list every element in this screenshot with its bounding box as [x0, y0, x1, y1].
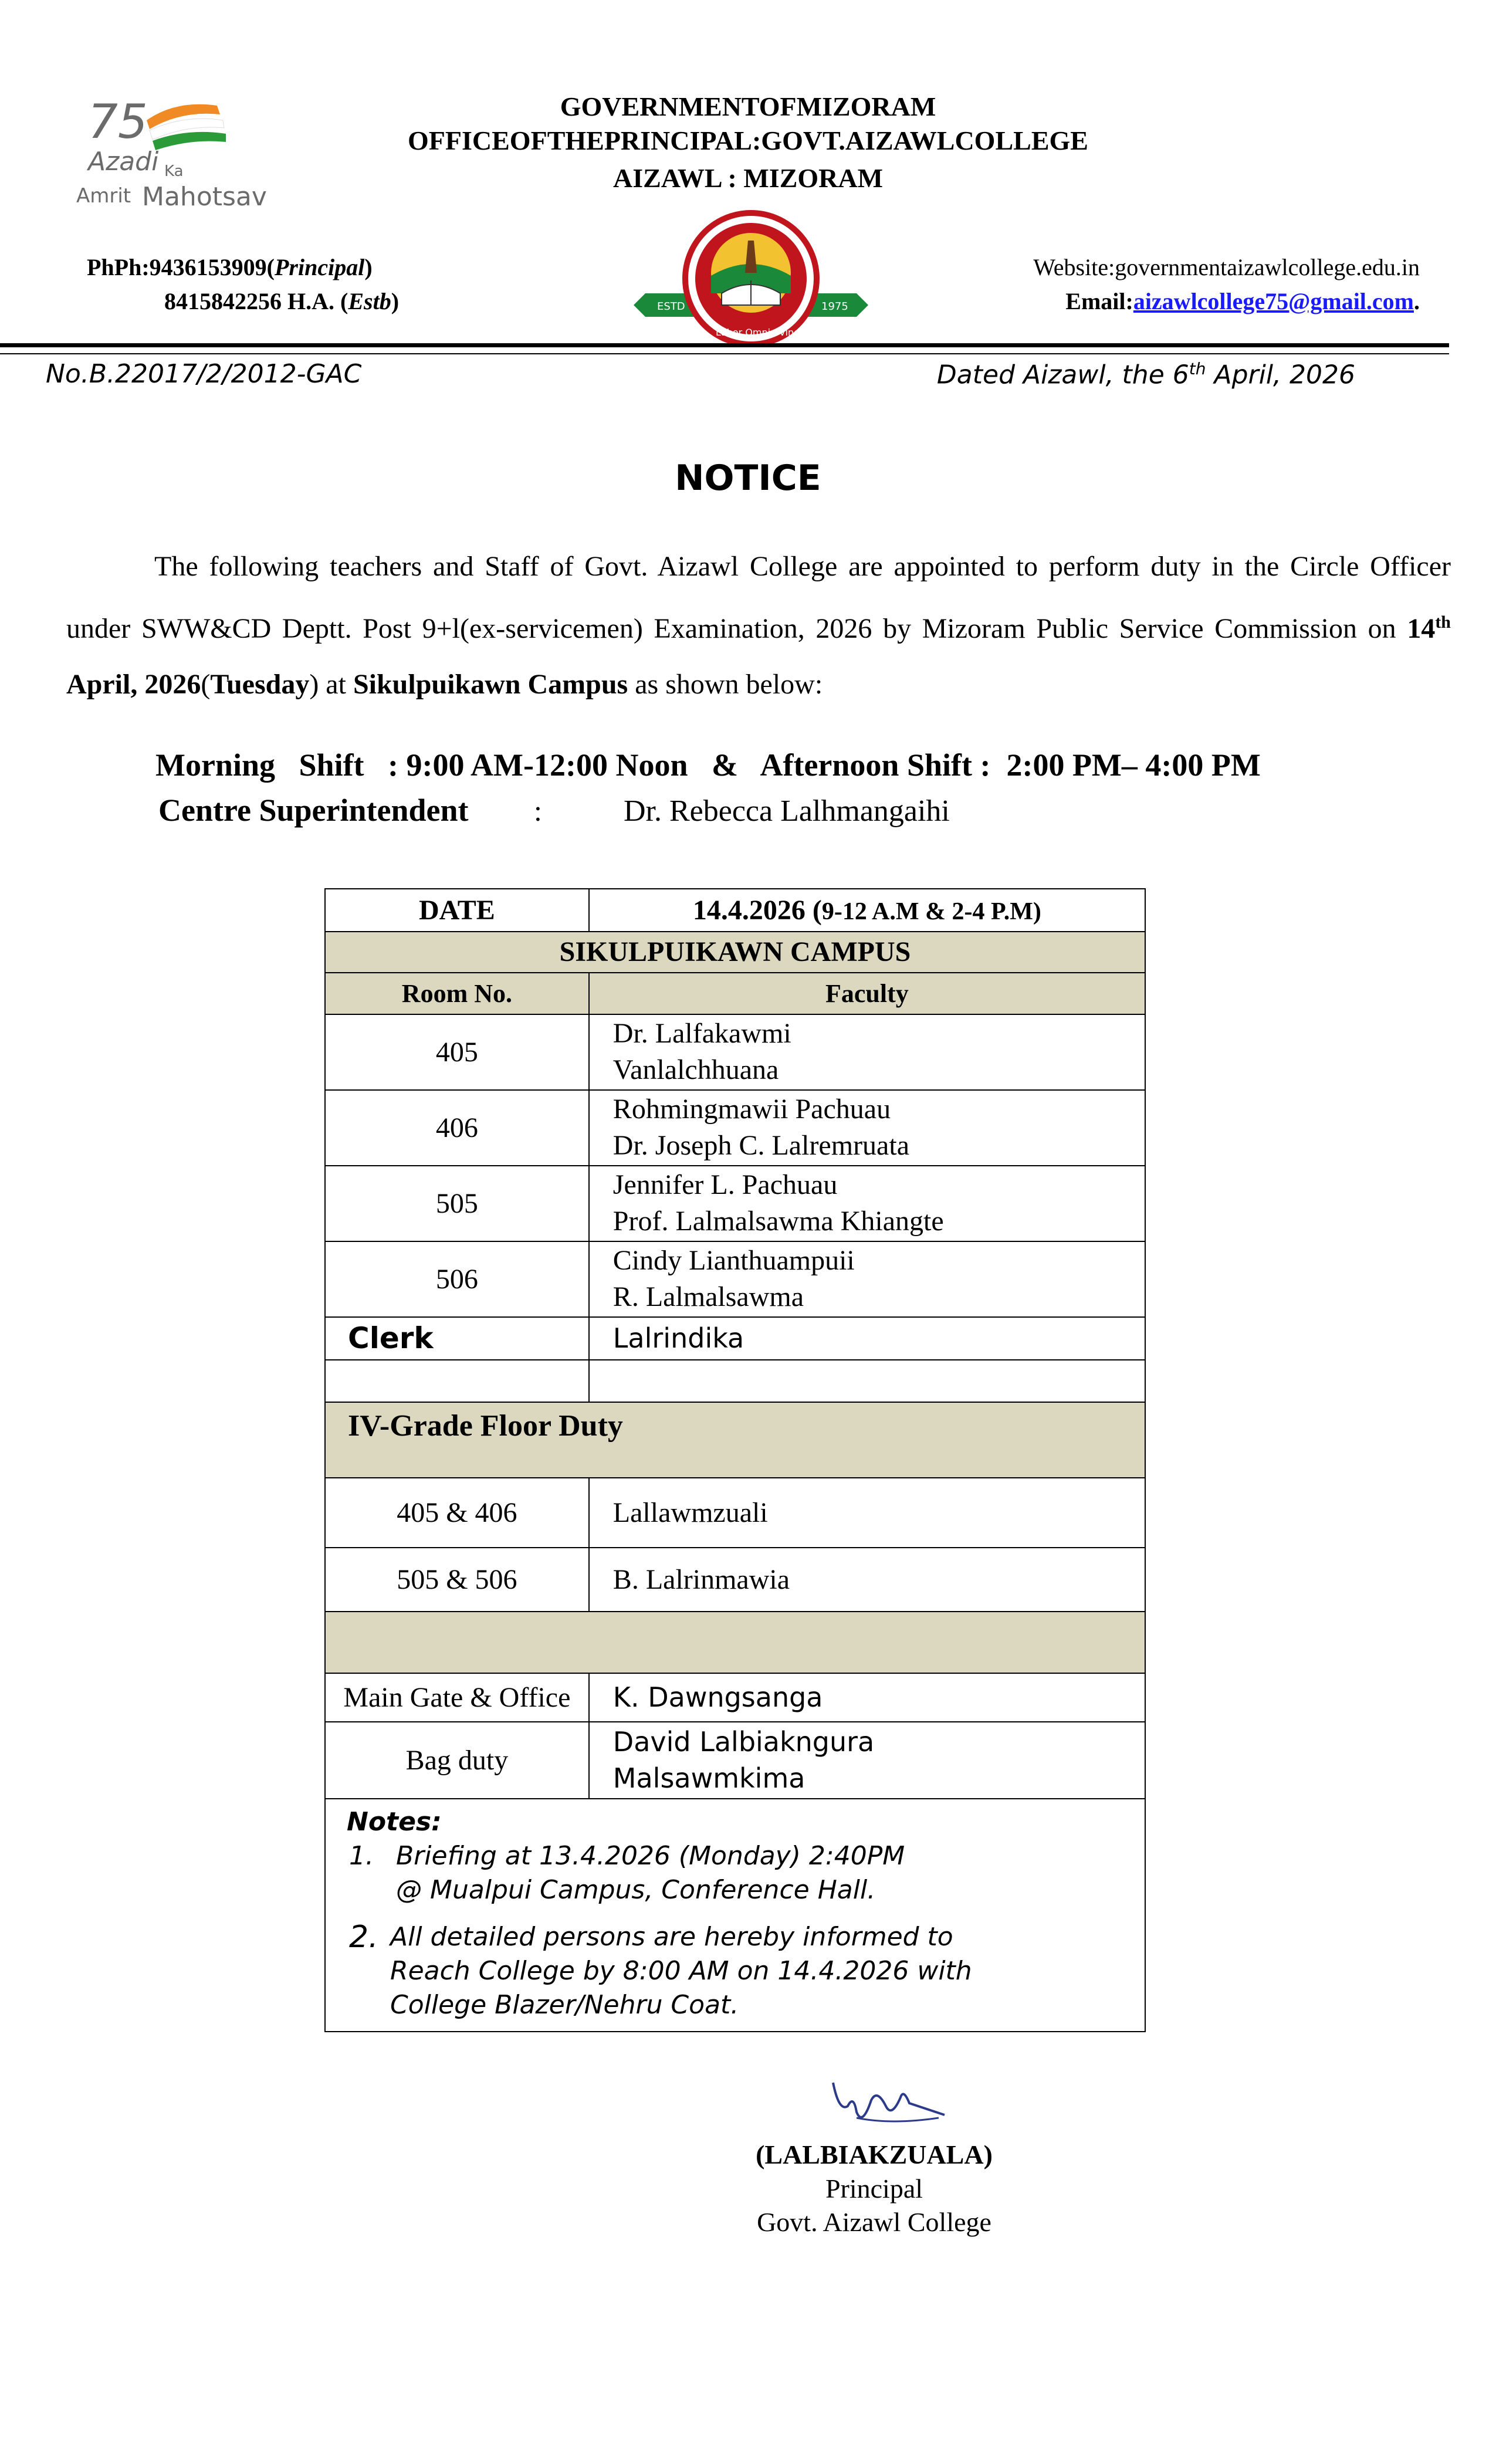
room-number: 405 — [325, 1014, 589, 1090]
date-label: DATE — [325, 889, 589, 932]
notice-title: NOTICE — [675, 458, 821, 499]
empty-cell — [325, 1360, 589, 1403]
room-number: 505 — [325, 1166, 589, 1241]
table-row — [325, 1166, 1145, 1241]
main-gate-label: Main Gate & Office — [325, 1673, 589, 1722]
centre-superintendent-name: Dr. Rebecca Lalhmangaihi — [624, 794, 950, 828]
header-rule-thin — [0, 353, 1449, 354]
date-value: 14.4.2026 (9-12 A.M & 2-4 P.M) — [589, 889, 1145, 932]
table-row — [325, 973, 1145, 1014]
table-row — [325, 1014, 1145, 1090]
room-faculty: Jennifer L. Pachuau Prof. Lalmalsawma Khiangte — [589, 1166, 1145, 1241]
table-row — [325, 1402, 1145, 1478]
table-row — [325, 1612, 1145, 1673]
floor-duty-rooms: 405 & 406 — [325, 1478, 589, 1548]
clerk-label: Clerk — [325, 1317, 589, 1360]
floor-duty-rooms: 505 & 506 — [325, 1548, 589, 1612]
clerk-name: Lalrindika — [589, 1317, 1145, 1360]
table-row — [325, 1548, 1145, 1612]
floor-duty-name: Lallawmzuali — [589, 1478, 1145, 1548]
room-faculty: Rohmingmawii Pachuau Dr. Joseph C. Lalremruata — [589, 1090, 1145, 1166]
duty-table — [324, 888, 1146, 2032]
floor-duty-name: B. Lalrinmawia — [589, 1548, 1145, 1612]
column-faculty: Faculty — [589, 973, 1145, 1014]
signatory-name: (LALBIAKZUALA) — [756, 2140, 993, 2169]
header-govt-line: GOVERNMENTOFMIZORAM — [560, 92, 936, 121]
room-number: 506 — [325, 1241, 589, 1317]
bag-duty-names: David Lalbiakngura Malsawmkima — [589, 1722, 1145, 1799]
bag-duty-label: Bag duty — [325, 1722, 589, 1799]
header-office-line: OFFICEOFTHEPRINCIPAL:GOVT.AIZAWLCOLLEGE — [408, 126, 1088, 155]
notes-cell — [325, 1799, 1145, 2032]
website-text: Website:governmentaizawlcollege.edu.in — [1033, 254, 1420, 280]
room-faculty: Dr. Lalfakawmi Vanlalchhuana — [589, 1014, 1145, 1090]
college-emblem — [634, 205, 868, 355]
table-row — [325, 1360, 1145, 1403]
logo-mahotsav: Mahotsav — [142, 182, 267, 212]
table-row — [325, 1317, 1145, 1360]
centre-superintendent-label: Centre Superintendent — [158, 793, 469, 828]
notes-title: Notes: — [347, 1806, 442, 1837]
header-address-line: AIZAWL : MIZORAM — [612, 163, 884, 193]
room-number: 406 — [325, 1090, 589, 1166]
logo-amrit: Amrit — [76, 184, 131, 208]
signatory-title: Principal — [825, 2174, 923, 2204]
notice-paragraph: The following teachers and Staff of Govt. Aizawl College are appointed to perform duty in the Circle Officer under SWW&CD Deptt. Post 9+l(ex-servicemen) Examination, 2026 by Mizoram Public Service Commission on 14th April, 2026(Tuesday) at Sikulpuikawn Campus as shown below: — [66, 551, 1451, 700]
table-row — [325, 1090, 1145, 1166]
table-row — [325, 1673, 1145, 1722]
phone-principal: PhPh:9436153909(Principal) — [87, 254, 373, 280]
column-room-no: Room No. — [325, 973, 589, 1014]
empty-cell — [589, 1360, 1145, 1403]
table-row — [325, 932, 1145, 973]
email-line: Email:aizawlcollege75@gmail.com. — [1065, 288, 1420, 314]
empty-shaded-cell — [325, 1612, 1145, 1673]
note-item: 1. Briefing at 13.4.2026 (Monday) 2:40PM @ Mualpui Campus, Conference Hall. — [349, 1840, 905, 1905]
emblem-year: 1975 — [821, 300, 848, 313]
table-row — [325, 1722, 1145, 1799]
logo-azadi: Azadi — [88, 147, 159, 177]
main-gate-name: K. Dawngsanga — [589, 1673, 1145, 1722]
logo-ka: Ka — [164, 163, 184, 180]
phone-estb: 8415842256 H.A. (Estb) — [164, 288, 400, 314]
iv-grade-heading: IV-Grade Floor Duty — [325, 1402, 1145, 1478]
cs-colon: : — [534, 794, 542, 827]
note-item: 2. All detailed persons are hereby informed to Reach College by 8:00 AM on 14.4.2026 with College Blazer/Nehru Coat. — [349, 1919, 972, 2020]
table-row — [325, 1478, 1145, 1548]
emblem-estd: ESTD — [657, 300, 685, 313]
reference-number: No.B.22017/2/2012-GAC — [46, 359, 362, 389]
table-row — [325, 1241, 1145, 1317]
shift-timings: Morning Shift : 9:00 AM-12:00 Noon & Afternoon Shift : 2:00 PM– 4:00 PM — [155, 747, 1261, 783]
campus-heading: SIKULPUIKAWN CAMPUS — [325, 932, 1145, 973]
dated-line: Dated Aizawl, the 6th April, 2026 — [936, 359, 1355, 390]
emblem-motto: Labor Omnia Vincit — [716, 327, 805, 338]
signatory-org: Govt. Aizawl College — [757, 2207, 991, 2237]
email-link[interactable]: aizawlcollege75@gmail.com — [1133, 288, 1414, 314]
table-row — [325, 889, 1145, 932]
table-row — [325, 1799, 1145, 2032]
header-rule-thick — [0, 343, 1449, 347]
logo-75: 75 — [88, 94, 148, 149]
signature-mark — [821, 2071, 950, 2135]
room-faculty: Cindy Lianthuampuii R. Lalmalsawma — [589, 1241, 1145, 1317]
